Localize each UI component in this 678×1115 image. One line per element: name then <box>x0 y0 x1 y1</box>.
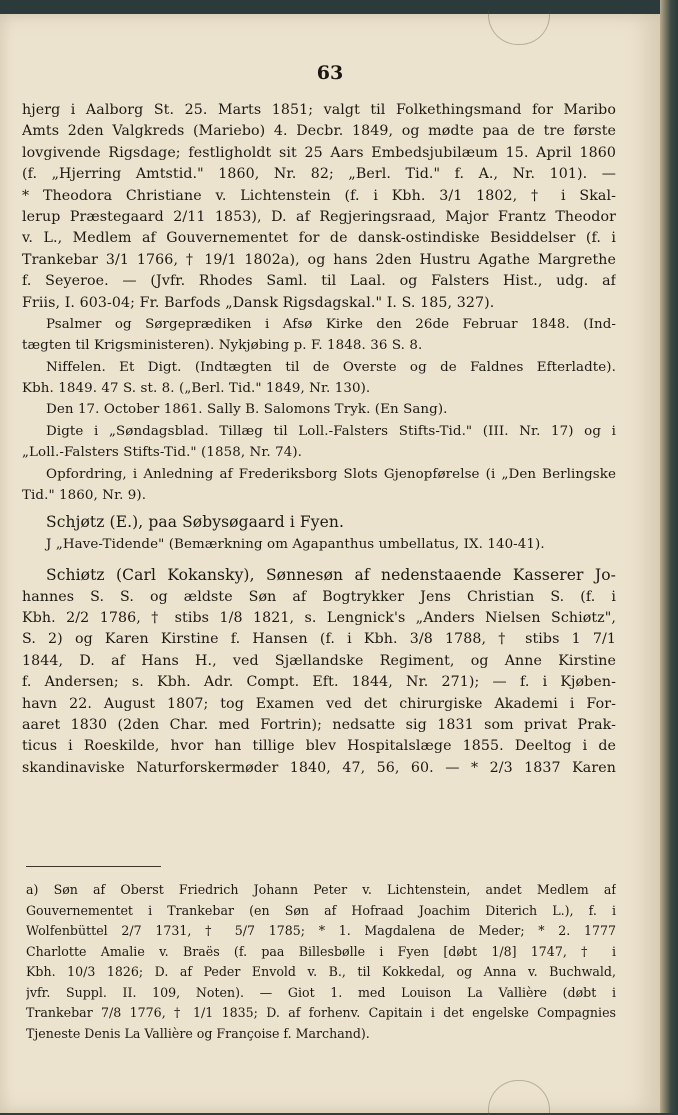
entry-line: 1844, D. af Hans H., ved Sjællandske Regiment, og Anne Kirstine <box>22 652 616 669</box>
entry-line: ticus i Roeskilde, hvor han tillige blev Hospitalslæge 1855. Deeltog i de <box>22 738 616 755</box>
footnote-line: Gouvernementet i Trankebar (en Søn af Hofraad Joachim Diterich L.), f. i <box>26 902 616 918</box>
body-line: lerup Præstegaard 2/11 1853), D. af Regjeringsraad, Major Frantz Theodor <box>22 208 616 225</box>
entry-line: Kbh. 2/2 1786, † stibs 1/8 1821, s. Lengnick's „Anders Nielsen Schiøtz", <box>22 609 616 626</box>
body-line: f. Seyeroe. — (Jvfr. Rhodes Saml. til Laal. og Falsters Hist., udg. af <box>22 273 616 290</box>
footnote-line: a) Søn af Oberst Friedrich Johann Peter v. Lichtenstein, andet Medlem af <box>26 882 616 897</box>
body-line: * Theodora Christiane v. Lichtenstein (f. i Kbh. 3/1 1802, † i Skal- <box>22 187 616 204</box>
footnote <box>26 880 616 1044</box>
footnote-line: jvfr. Suppl. II. 109, Noten). — Giot 1. med Louison La Vallière (døbt i <box>26 984 616 1000</box>
works-line: „Loll.-Falsters Stifts-Tid." (1858, Nr. 74). <box>22 445 303 461</box>
body-line: v. L., Medlem af Gouvernementet for de dansk-ostindiske Besiddelser (f. i <box>22 230 616 247</box>
footnote-line: Trankebar 7/8 1776, † 1/1 1835; D. af forhenv. Capitain i det engelske Compagnies <box>26 1005 616 1020</box>
entry-line: aaret 1830 (2den Char. med Fortrin); nedsatte sig 1831 som privat Prak- <box>22 716 616 733</box>
works-line: Den 17. October 1861. Sally B. Salomons Tryk. (En Sang). <box>46 402 448 418</box>
entry-line: S. 2) og Karen Kirstine f. Hansen (f. i Kbh. 3/8 1788, † stibs 1 7/1 <box>22 631 616 648</box>
footnote-rule <box>26 866 161 867</box>
binding-top <box>0 0 678 14</box>
main-text <box>22 100 616 779</box>
works-line: Niffelen. Et Digt. (Indtægten til de Overste og de Faldnes Efterladte). <box>46 359 616 375</box>
footnote-line: Tjeneste Denis La Vallière og Françoise f. Marchand). <box>26 1025 370 1041</box>
entry-line: hannes S. S. og ældste Søn af Bogtrykker Jens Christian S. (f. i <box>22 588 616 605</box>
body-line: Trankebar 3/1 1766, † 19/1 1802a), og hans 2den Hustru Agathe Margrethe <box>22 251 616 268</box>
body-line: lovgivende Rigsdage; festligholdt sit 25 Aars Embedsjubilæum 15. April 1860 <box>22 144 616 161</box>
body-line: (f. „Hjerring Amtstid." 1860, Nr. 82; „Berl. Tid." f. A., Nr. 101). — <box>22 166 616 183</box>
works-line: Tid." 1860, Nr. 9). <box>22 488 147 504</box>
footnote-line: Wolfenbüttel 2/7 1731, † 5/7 1785; * 1. Magdalena de Meder; * 2. 1777 <box>26 923 616 938</box>
works-line: Digte i „Søndagsblad. Tillæg til Loll.-Falsters Stifts-Tid." (III. Nr. 17) og i <box>46 423 616 439</box>
works-line: Kbh. 1849. 47 S. st. 8. („Berl. Tid." 1849, Nr. 130). <box>22 381 371 397</box>
footnote-line: Charlotte Amalie v. Braës (f. paa Billesbølle i Fyen [døbt 1/8] 1747, † i <box>26 943 616 959</box>
footnote-line: Kbh. 10/3 1826; D. af Peder Envold v. B., til Kokkedal, og Anna v. Buchwald, <box>26 964 616 979</box>
body-line: hjerg i Aalborg St. 25. Marts 1851; valgt til Folkethingsmand for Maribo <box>22 102 616 118</box>
entry-line: skandinaviske Naturforskermøder 1840, 47, 56, 60. — * 2/3 1837 Karen <box>22 759 616 776</box>
entry-heading: Schjøtz (E.), paa Søbysøgaard i Fyen. <box>46 513 345 532</box>
entry-heading: Schiøtz (Carl Kokansky), Sønnesøn af nedenstaaende Kasserer Jo- <box>46 566 616 585</box>
page-number: 63 <box>316 62 344 84</box>
entry-line: J „Have-Tidende" (Bemærkning om Agapanthus umbellatus, IX. 140-41). <box>46 536 545 552</box>
entry-line: havn 22. August 1807; tog Examen ved det chirurgiske Akademi i For- <box>22 695 616 712</box>
works-line: tægten til Krigsministeren). Nykjøbing p. F. 1848. 36 S. 8. <box>22 338 423 354</box>
page-edge <box>660 0 678 1113</box>
works-line: Psalmer og Sørgeprædiken i Afsø Kirke den 26de Februar 1848. (Ind- <box>46 316 616 332</box>
works-line: Opfordring, i Anledning af Frederiksborg Slots Gjenopførelse (i „Den Berlingske <box>46 466 616 482</box>
body-line: Amts 2den Valgkreds (Mariebo) 4. Decbr. 1849, og mødte paa de tre første <box>22 123 616 140</box>
body-line: Friis, I. 603-04; Fr. Barfods „Dansk Rigsdagskal." I. S. 185, 327). <box>22 294 495 311</box>
entry-line: f. Andersen; s. Kbh. Adr. Compt. Eft. 1844, Nr. 271); — f. i Kjøben- <box>22 674 616 691</box>
